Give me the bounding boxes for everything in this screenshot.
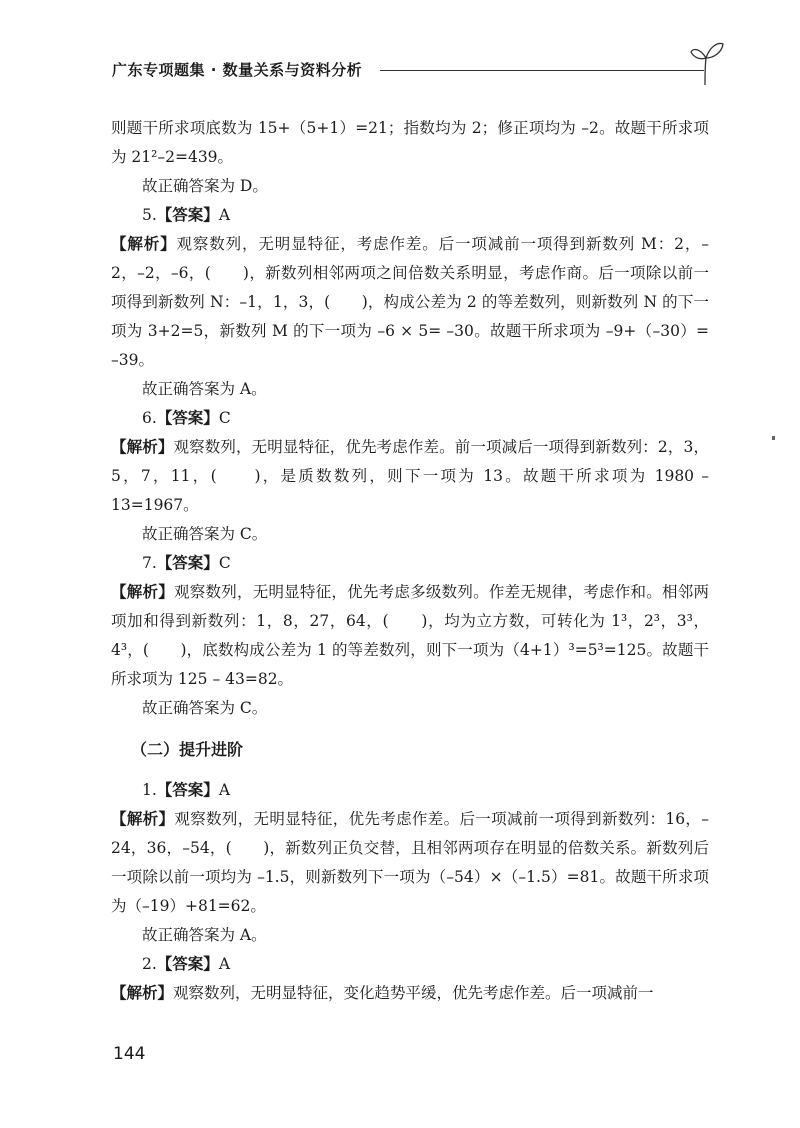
section-heading: （二）提升进阶 [131,740,244,759]
question-number: 7. [142,554,157,572]
paragraph: 则题干所求项底数为 15+（5+1）=21；指数均为 2；修正项均为 –2。故题干所求项为 21²–2=439。 [111,119,709,166]
answer-conclusion: 故正确答案为 C。 [142,699,268,717]
analysis-text: 观察数列，无明显特征，考虑作差。后一项减前一项得到新数列 M：2，–2，–2，–6，( )，新数列相邻两项之间倍数关系明显，考虑作商。后一项除以前一项得到新数列 N：–1，1，3，( )，构成公差为 2 的等差数列，则新数列 N 的下一项为 3+2=5，新数列 M 的下一项为 –6 × 5= –30。故题干所求项为 –9+（–30）= –39。 [111,235,709,369]
question-number: 2. [142,955,157,973]
analysis-paragraph [111,230,709,375]
analysis-text: 观察数列，无明显特征，优先考虑多级数列。作差无规律，考虑作和。相邻两项加和得到新数列：1，8，27，64，( )，均为立方数，可转化为 1³，2³，3³，4³，( )，底数构成公差为 1 的等差数列，则下一项为（4+1）³=5³=125。故题干所求项为 125 – 43=82。 [111,583,709,688]
analysis-paragraph [111,979,709,1008]
answer-value: A [218,781,231,799]
answer-conclusion: 故正确答案为 A。 [142,926,267,944]
analysis-text: 观察数列，无明显特征，变化趋势平缓，优先考虑作差。后一项减前一 [173,984,654,1002]
page-number: 144 [113,1044,146,1064]
answer-line-2 [111,950,709,979]
analysis-paragraph [111,805,709,921]
header-rule [380,70,704,71]
header-title: 广东专项题集 · 数量关系与资料分析 [112,61,363,79]
page-body [111,114,709,1008]
scan-mark [772,436,775,440]
answer-value: C [218,554,231,572]
answer-conclusion: 故正确答案为 C。 [142,525,268,543]
answer-tag: 【答案】 [156,554,219,572]
analysis-tag: 【解析】 [111,235,177,253]
answer-tag: 【答案】 [156,955,219,973]
answer-conclusion: 故正确答案为 A。 [142,380,267,398]
analysis-tag: 【解析】 [111,583,174,601]
analysis-tag: 【解析】 [111,438,174,456]
analysis-tag: 【解析】 [111,810,175,828]
answer-value: A [218,955,231,973]
answer-line-6 [111,404,709,433]
answer-line-1 [111,776,709,805]
answer-tag: 【答案】 [156,781,219,799]
question-number: 5. [142,206,157,224]
sprout-icon [690,40,724,86]
analysis-text: 观察数列，无明显特征，优先考虑作差。后一项减前一项得到新数列：16，–24，36，–54，( )，新数列正负交替，且相邻两项存在明显的倍数关系。新数列后一项除以前一项均为 –1.5，则新数列下一项为（–54）×（–1.5）=81。故题干所求项为（–19）+81=62。 [111,810,709,915]
question-number: 6. [142,409,157,427]
analysis-text: 观察数列，无明显特征，优先考虑作差。前一项减后一项得到新数列：2，3，5，7，11，( )，是质数数列，则下一项为 13。故题干所求项为 1980 –13=1967。 [111,438,709,514]
analysis-paragraph [111,578,709,694]
question-number: 1. [142,781,157,799]
answer-tag: 【答案】 [156,206,219,224]
answer-value: A [218,206,231,224]
answer-line-7 [111,549,709,578]
answer-tag: 【答案】 [156,409,219,427]
answer-conclusion: 故正确答案为 D。 [142,177,268,195]
analysis-tag: 【解析】 [111,984,174,1002]
answer-line-5 [111,201,709,230]
answer-value: C [218,409,231,427]
running-header [112,54,732,88]
analysis-paragraph [111,433,709,520]
